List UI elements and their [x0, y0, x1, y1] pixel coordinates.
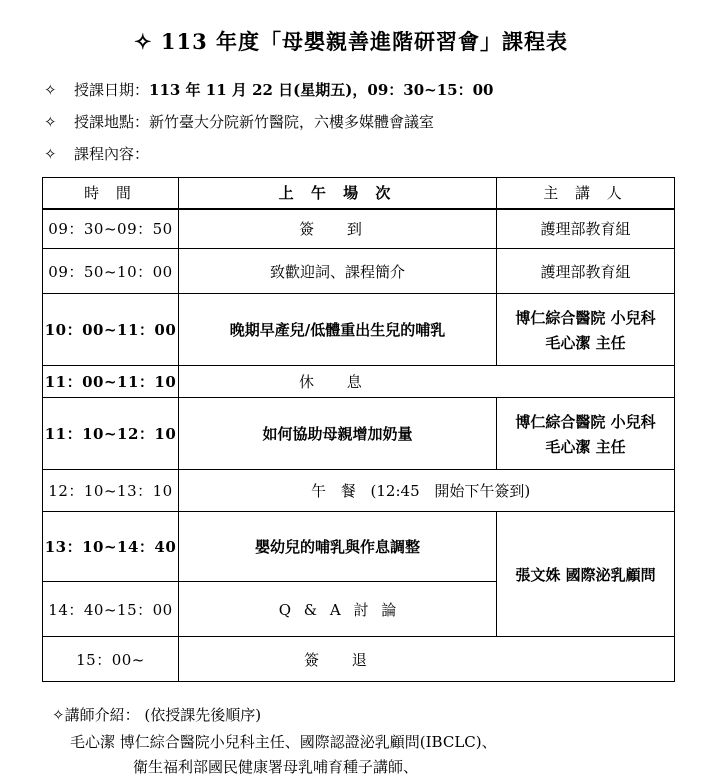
info-content-label: 課程內容：	[74, 145, 150, 163]
schedule-table	[42, 177, 675, 682]
row-time: 09：50~10：00	[43, 249, 179, 294]
table-header-row	[43, 178, 675, 209]
row-speaker: 護理部教育組	[497, 249, 675, 294]
row-time: 10：00~11：00	[43, 294, 179, 366]
row-topic: 嬰幼兒的哺乳與作息調整	[179, 512, 497, 582]
header-speaker: 主 講 人	[497, 178, 675, 209]
row-topic: Q & A 討 論	[179, 582, 497, 637]
table-row	[43, 294, 675, 366]
table-row	[43, 512, 675, 582]
row-time: 09：30~09：50	[43, 209, 179, 249]
row-topic: 簽 退	[179, 637, 675, 682]
speaker-line: 博仁綜合醫院 小兒科	[515, 412, 656, 431]
table-row	[43, 470, 675, 512]
speaker-intro-line: 毛心潔 博仁綜合醫院小兒科主任、國際認證泌乳顧問(IBCLC)、	[70, 733, 497, 751]
row-time: 11：00~11：10	[43, 366, 179, 398]
speaker-line: 毛心潔 主任	[545, 333, 626, 352]
row-time: 11：10~12：10	[43, 398, 179, 470]
info-content	[44, 143, 149, 164]
speaker-intro-line: 衛生福利部國民健康署母乳哺育種子講師、	[133, 758, 419, 776]
info-location-value: 新竹臺大分院新竹醫院，六樓多媒體會議室	[149, 113, 435, 131]
row-topic: 晚期早產兒/低體重出生兒的哺乳	[179, 294, 497, 366]
row-speaker: 護理部教育組	[497, 209, 675, 249]
info-date	[44, 79, 493, 100]
speaker-line: 毛心潔 主任	[545, 437, 626, 456]
row-time: 14：40~15：00	[43, 582, 179, 637]
sparkle-icon: ✧	[44, 113, 57, 131]
table-row	[43, 366, 675, 398]
row-time: 15：00~	[43, 637, 179, 682]
info-location-label: 授課地點：	[74, 113, 150, 131]
header-session: 上 午 場 次	[179, 178, 497, 209]
row-topic: 如何協助母親增加奶量	[179, 398, 497, 470]
row-topic: 簽 到	[179, 209, 497, 249]
row-topic: 休 息	[179, 366, 675, 398]
row-speaker	[497, 398, 675, 470]
row-topic: 致歡迎詞、課程簡介	[179, 249, 497, 294]
sparkle-icon: ✧	[44, 81, 57, 99]
row-speaker	[497, 294, 675, 366]
table-row	[43, 398, 675, 470]
row-speaker: 張文姝 國際泌乳顧問	[497, 512, 675, 637]
row-time: 12：10~13：10	[43, 470, 179, 512]
speaker-intro-heading: ✧講師介紹： (依授課先後順序)	[52, 706, 262, 724]
table-row	[43, 209, 675, 249]
header-time: 時 間	[43, 178, 179, 209]
page-title: ✧ 113 年度「母嬰親善進階研習會」課程表	[133, 29, 569, 54]
sparkle-icon: ✧	[44, 145, 57, 163]
info-location	[44, 111, 434, 132]
row-topic: 午 餐 (12:45 開始下午簽到)	[179, 470, 675, 512]
table-row	[43, 249, 675, 294]
info-date-value: 113 年 11 月 22 日(星期五)，09：30~15：00	[149, 81, 494, 99]
row-time: 13：10~14：40	[43, 512, 179, 582]
info-date-label: 授課日期：	[74, 81, 150, 99]
table-row	[43, 637, 675, 682]
speaker-line: 博仁綜合醫院 小兒科	[515, 308, 656, 327]
